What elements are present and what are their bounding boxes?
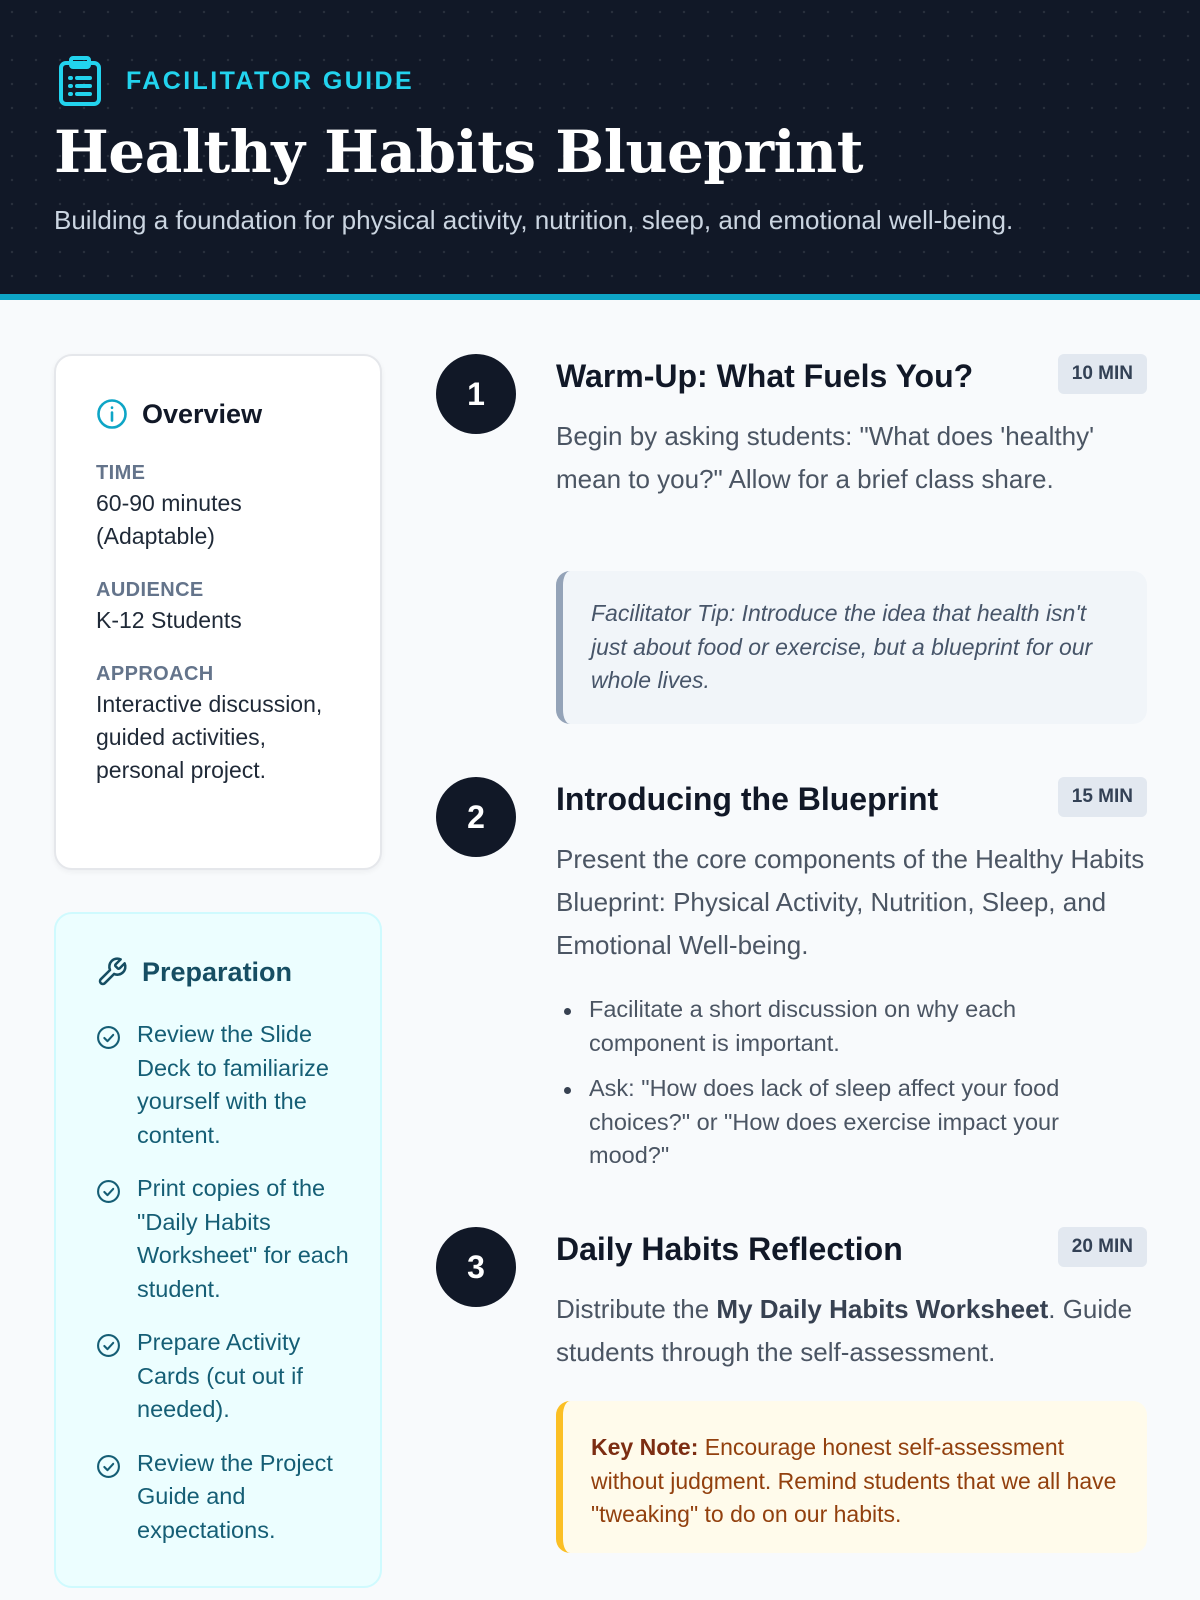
- step-3-number: 3: [436, 1227, 516, 1307]
- preparation-item: [96, 1326, 350, 1427]
- step-2-description: Present the core components of the Healthy Habits Blueprint: Physical Activity, Nutrition, Sleep, and Emotional Well-being.: [556, 844, 1145, 960]
- step-2-duration-badge: 15 MIN: [1058, 777, 1147, 817]
- step-2-number: 2: [436, 777, 516, 857]
- preparation-item-text: Review the Project Guide and expectations.: [137, 1449, 333, 1543]
- check-circle-icon: [96, 1333, 121, 1358]
- guide-label: FACILITATOR GUIDE: [126, 66, 415, 95]
- meta-label-audience: AUDIENCE: [96, 579, 204, 601]
- preparation-item-text: Prepare Activity Cards (cut out if needed).: [137, 1329, 303, 1422]
- step-3-body-text: Distribute the: [556, 1294, 717, 1324]
- meta-label-approach: APPROACH: [96, 663, 214, 685]
- overview-title: Overview: [142, 398, 263, 429]
- page-header: [0, 0, 1200, 300]
- facilitator-tip: Facilitator Tip: Introduce the idea that health isn't just about food or exercise, but a blueprint for our whole lives.: [556, 571, 1147, 724]
- wrench-icon: [96, 956, 128, 988]
- step-2-bullet-list: [556, 993, 1116, 1185]
- step-3-description: [556, 1288, 1146, 1374]
- preparation-item-text: Print copies of the "Daily Habits Worksheet" for each student.: [137, 1175, 349, 1302]
- step-2-bullet: Ask: "How does lack of sleep affect your food choices?" or "How does exercise impact your mood?": [556, 1072, 1116, 1173]
- step-3-duration-badge: 20 MIN: [1058, 1227, 1147, 1267]
- check-circle-icon: [96, 1179, 121, 1204]
- step-3-body-text: . Guide students through the self-assessment.: [556, 1294, 1133, 1367]
- overview-card: [54, 354, 382, 870]
- page-subtitle: Building a foundation for physical activity, nutrition, sleep, and emotional well-being.: [54, 205, 1014, 235]
- meta-label-time: TIME: [96, 462, 146, 484]
- step-1-title: Warm-Up: What Fuels You?: [556, 358, 974, 394]
- preparation-item-text: Review the Slide Deck to familiarize yourself with the content.: [137, 1021, 329, 1148]
- step-1-number: 1: [436, 354, 516, 434]
- meta-value-approach: Interactive discussion, guided activities, personal project.: [96, 691, 323, 783]
- check-circle-icon: [96, 1454, 121, 1479]
- check-circle-icon: [96, 1025, 121, 1050]
- step-2-bullet: Facilitate a short discussion on why each component is important.: [556, 993, 1116, 1060]
- worksheet-name: My Daily Habits Worksheet: [716, 1294, 1049, 1324]
- step-3-title: Daily Habits Reflection: [556, 1231, 903, 1267]
- page-title: Healthy Habits Blueprint: [54, 118, 864, 186]
- info-icon: [96, 398, 128, 430]
- step-2-title: Introducing the Blueprint: [556, 781, 939, 817]
- preparation-title: Preparation: [142, 956, 293, 987]
- meta-value-time: 60-90 minutes (Adaptable): [96, 490, 242, 549]
- preparation-item: [96, 1018, 350, 1152]
- key-note-label: Key Note:: [591, 1434, 699, 1460]
- preparation-item: [96, 1447, 350, 1548]
- preparation-list: [96, 1018, 350, 1547]
- preparation-header: [96, 956, 350, 988]
- overview-header: [96, 398, 342, 430]
- clipboard-list-icon: [58, 56, 102, 106]
- meta-value-audience: K-12 Students: [96, 607, 242, 633]
- key-note: [556, 1401, 1147, 1553]
- key-note-text: Encourage honest self-assessment without judgment. Remind students that we all have "tweaking" to do on our habits.: [591, 1434, 1117, 1527]
- preparation-card: [54, 912, 382, 1588]
- step-1-duration-badge: 10 MIN: [1058, 354, 1147, 394]
- step-1-description: Begin by asking students: "What does 'healthy' mean to you?" Allow for a brief class share.: [556, 421, 1095, 494]
- eyebrow: [58, 56, 414, 106]
- preparation-item: [96, 1172, 350, 1306]
